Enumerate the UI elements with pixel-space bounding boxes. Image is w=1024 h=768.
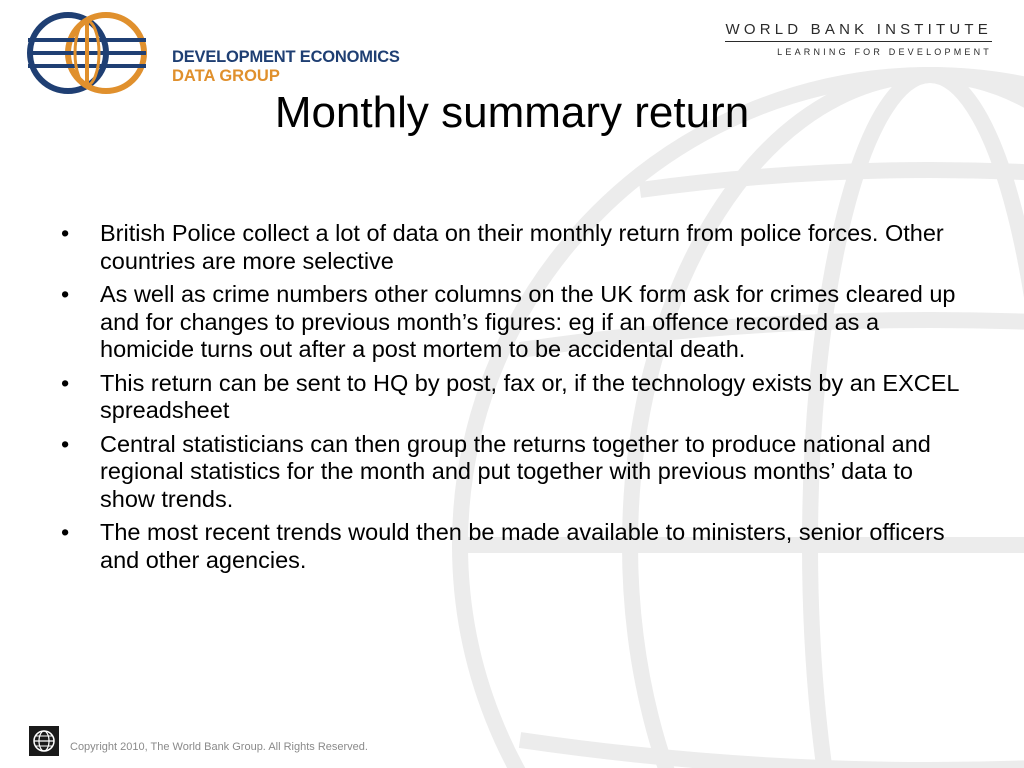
copyright-text: Copyright 2010, The World Bank Group. All Rights Reserved. xyxy=(70,741,368,753)
bullet-item: • As well as crime numbers other columns on the UK form ask for crimes cleared up and for changes to previous month’s figures: eg if an offence recorded as a homicide turns out after a post mortem to be accidental death. xyxy=(58,281,970,364)
bullet-item: • The most recent trends would then be made available to ministers, senior officers and other agencies. xyxy=(58,519,970,574)
world-bank-logo-icon xyxy=(29,726,59,756)
world-bank-institute-logo xyxy=(725,21,992,57)
slide-title: Monthly summary return xyxy=(274,88,750,137)
logo-text-line1: DEVELOPMENT ECONOMICS xyxy=(172,48,400,66)
logo-text-line2: DATA GROUP xyxy=(172,67,280,85)
bullet-item: • This return can be sent to HQ by post, fax or, if the technology exists by an EXCEL spreadsheet xyxy=(58,370,970,425)
institute-name: WORLD BANK INSTITUTE xyxy=(725,21,992,42)
bullet-item: • British Police collect a lot of data on their monthly return from police forces. Other countries are more selective xyxy=(58,220,970,275)
decdg-logo xyxy=(22,12,400,94)
decdg-globe-icon xyxy=(22,12,162,94)
institute-tagline: LEARNING FOR DEVELOPMENT xyxy=(777,47,992,57)
bullet-list xyxy=(58,220,970,580)
bullet-item: • Central statisticians can then group the returns together to produce national and regional statistics for the month and put together with previous months’ data to show trends. xyxy=(58,431,970,514)
